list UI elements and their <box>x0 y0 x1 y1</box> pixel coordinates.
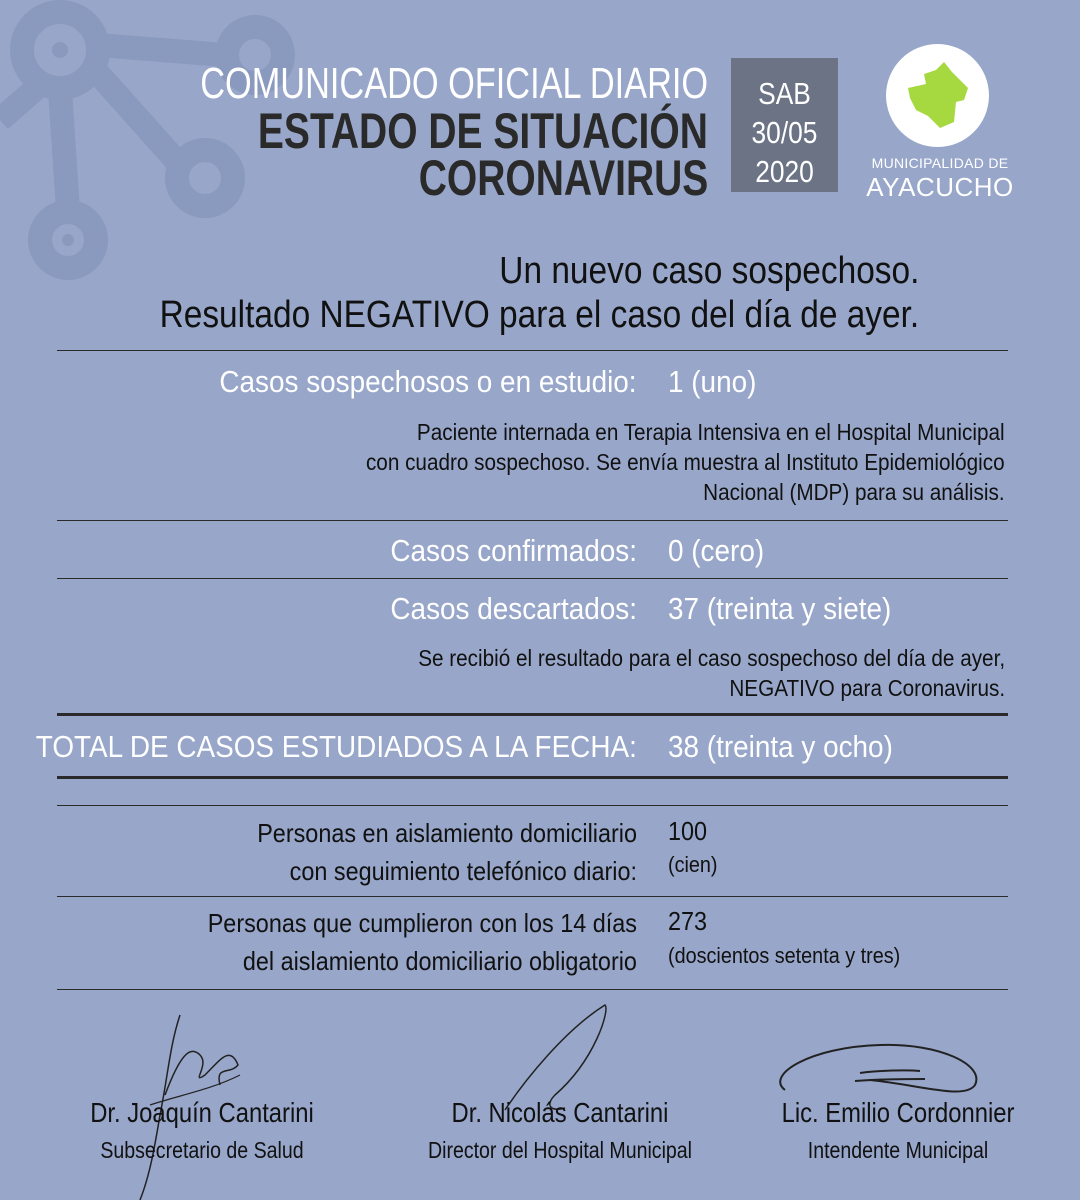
header-title: ESTADO DE SITUACIÓN <box>258 103 708 159</box>
discarded-note-line: NEGATIVO para Coronavirus. <box>729 675 1005 701</box>
logo-text-line-1: MUNICIPALIDAD DE <box>871 155 1009 171</box>
map-icon <box>886 44 989 147</box>
signature-3-name: Lic. Emilio Cordonnier <box>781 1097 1015 1128</box>
discarded-note <box>418 643 1005 703</box>
signature-1-name: Dr. Joaquín Cantarini <box>90 1097 314 1128</box>
home-isolation-number: 100 <box>668 816 708 846</box>
discarded-value: 37 (treinta y siete) <box>668 591 892 626</box>
signature-2-role: Director del Hospital Municipal <box>427 1137 693 1163</box>
divider <box>57 578 1008 579</box>
confirmed-value: 0 (cero) <box>668 533 765 568</box>
signature-3-role: Intendente Municipal <box>807 1137 989 1163</box>
total-label: TOTAL DE CASOS ESTUDIADOS A LA FECHA: <box>35 729 637 764</box>
suspected-label: Casos sospechosos o en estudio: <box>219 364 637 399</box>
completed-isolation-label-line: del aislamiento domiciliario obligatorio <box>242 946 637 976</box>
divider <box>57 713 1008 716</box>
signature-3-icon <box>770 1035 985 1105</box>
divider <box>57 520 1008 521</box>
completed-isolation-label <box>208 904 637 980</box>
suspected-note <box>366 417 1005 507</box>
home-isolation-label-line: Personas en aislamiento domiciliario <box>257 818 637 848</box>
signature-2-name: Dr. Nicolás Cantarini <box>451 1097 669 1128</box>
logo-text-line-2: AYACUCHO <box>866 172 1014 202</box>
suspected-note-line: Nacional (MDP) para su análisis. <box>703 479 1005 505</box>
date-day-month: 30/05 <box>751 115 818 150</box>
discarded-label: Casos descartados: <box>390 591 637 626</box>
divider <box>57 776 1008 779</box>
divider <box>57 989 1008 990</box>
date-day: SAB <box>758 76 811 111</box>
completed-isolation-label-line: Personas que cumplieron con los 14 días <box>207 908 637 938</box>
suspected-note-line: Paciente internada en Terapia Intensiva en el Hospital Municipal <box>417 419 1005 445</box>
suspected-value: 1 (uno) <box>668 364 757 399</box>
divider <box>57 896 1008 897</box>
headline-line-1: Un nuevo caso sospechoso. <box>498 250 919 292</box>
divider <box>57 350 1008 351</box>
completed-isolation-words: (doscientos setenta y tres) <box>668 943 901 968</box>
home-isolation-words: (cien) <box>668 852 718 877</box>
municipality-logo <box>886 44 989 147</box>
home-isolation-label <box>257 814 637 890</box>
completed-isolation-number: 273 <box>668 906 708 936</box>
home-isolation-label-line: con seguimiento telefónico diario: <box>289 856 637 886</box>
date-year: 2020 <box>755 154 814 189</box>
header-line-1: COMUNICADO OFICIAL DIARIO <box>200 59 708 108</box>
discarded-note-line: Se recibió el resultado para el caso sospechoso del día de ayer, <box>418 645 1005 671</box>
total-value: 38 (treinta y ocho) <box>668 729 893 764</box>
confirmed-label: Casos confirmados: <box>390 533 637 568</box>
header-subtitle: CORONAVIRUS <box>418 150 708 206</box>
divider <box>57 805 1008 806</box>
signature-1-role: Subsecretario de Salud <box>100 1137 304 1163</box>
date-box <box>731 58 838 192</box>
headline-line-2: Resultado NEGATIVO para el caso del día de ayer. <box>159 294 919 336</box>
suspected-note-line: con cuadro sospechoso. Se envía muestra al Instituto Epidemiológico <box>366 449 1005 475</box>
